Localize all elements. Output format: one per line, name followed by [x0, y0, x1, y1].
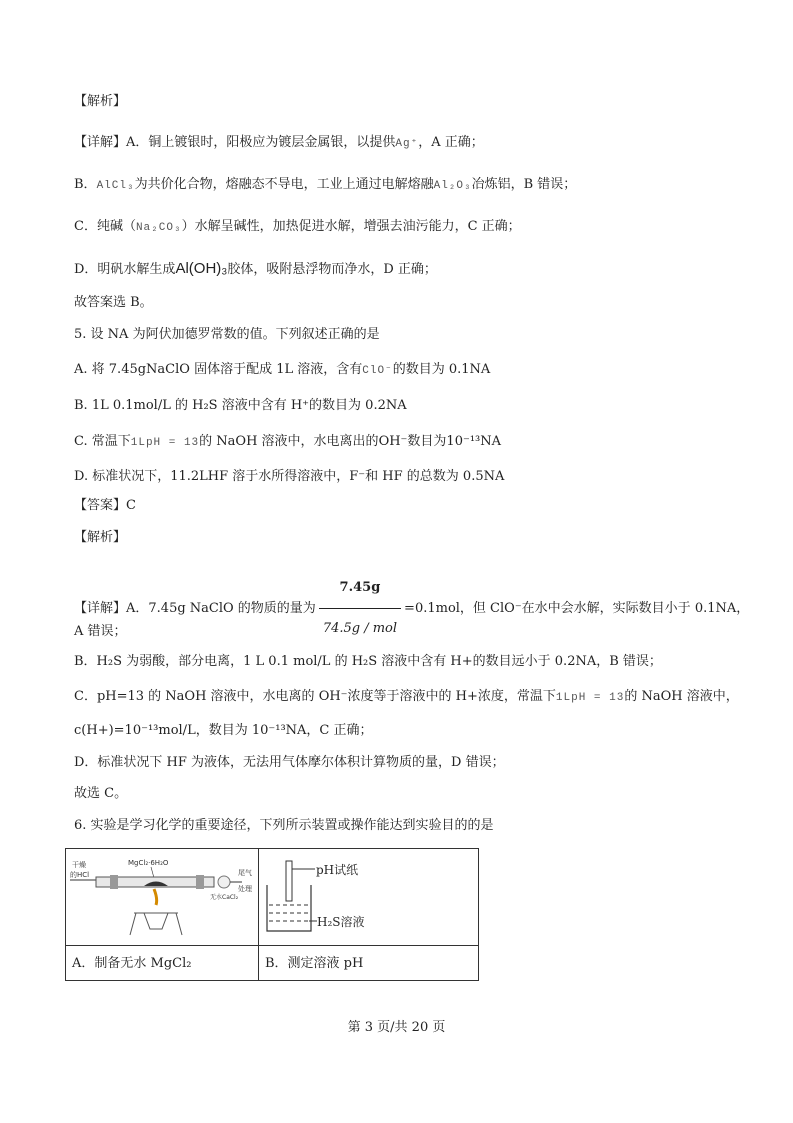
option-a-caption: A．制备无水 MgCl₂ — [66, 946, 259, 981]
q4-detail-c: C．纯碱（Na₂CO₃）水解呈碱性，加热促进水解，增强去油污能力，C 正确； — [74, 219, 521, 234]
svg-text:处理: 处理 — [238, 885, 252, 893]
svg-text:干燥: 干燥 — [72, 861, 86, 869]
formula-alcl3: AlCl₃ — [96, 180, 135, 192]
ph-test-diagram — [259, 849, 478, 941]
q4-detail-d: D．明矾水解生成Al(OH)₃胶体，吸附悬浮物而净水，D 正确； — [74, 260, 437, 277]
fraction: $\frac{7.45g}{\text{74.5g / mol}}$ — [319, 568, 401, 649]
q4-detail-b: B．AlCl₃为共价化合物，熔融态不导电，工业上通过电解熔融Al₂O₃冶炼铝，B 错误； — [74, 177, 577, 192]
q5-option-b: B. 1L 0.1mol/L 的 H₂S 溶液中含有 H⁺的数目为 0.2NA — [74, 398, 407, 413]
formula-1lph13-b: 1LpH = 13 — [555, 692, 625, 704]
formula-na2co3: Na₂CO₃ — [135, 222, 182, 234]
q5-option-d: D. 标准状况下，11.2LHF 溶于水所得溶液中，F⁻和 HF 的总数为 0.5NA — [74, 469, 505, 484]
svg-text:H₂S溶液: H₂S溶液 — [317, 915, 365, 929]
formula-ag: Ag⁺ — [395, 138, 419, 150]
q5-detail-b: B．H₂S 为弱酸，部分电离，1 L 0.1 mol/L 的 H₂S 溶液中含有 H+的数目远小于 0.2NA，B 错误； — [74, 654, 662, 669]
q6-apparatus-table — [65, 848, 479, 981]
analysis-heading: 【解析】 — [74, 94, 127, 109]
q5-detail-a: 【详解】A．7.45g NaClO 的物质的量为 $\frac{7.45g}{\text{74.5g / mol}}$ =0.1mol，但 ClO⁻在水中会水解，实际数目小于 0.1NA， — [74, 568, 749, 649]
q5-stem: 5. 设 NA 为阿伏加德罗常数的值。下列叙述正确的是 — [74, 327, 380, 342]
svg-text:无水CaCl₂: 无水CaCl₂ — [210, 894, 239, 901]
svg-text:尾气: 尾气 — [238, 869, 252, 877]
svg-text:pH试纸: pH试纸 — [316, 863, 359, 877]
q5-detail-d: D．标准状况下 HF 为液体，无法用气体摩尔体积计算物质的量，D 错误； — [74, 755, 505, 770]
q5-detail-c2: c(H+)=10⁻¹³mol/L，数目为 10⁻¹³NA，C 正确； — [74, 723, 373, 738]
figure-a-cell — [66, 849, 259, 946]
q5-analysis-heading: 【解析】 — [74, 530, 127, 545]
svg-text:的HCl: 的HCl — [70, 871, 90, 879]
q4-detail-a: 【详解】A．铜上镀银时，阳极应为镀层金属银，以提供Ag⁺，A 正确； — [74, 135, 484, 150]
option-b-caption: B．测定溶液 pH — [259, 946, 479, 981]
q4-answer: 故答案选 B。 — [74, 295, 153, 310]
formula-1lph13: 1LpH = 13 — [130, 437, 200, 449]
q5-option-a: A. 将 7.45gNaClO 固体溶于配成 1L 溶液，含有ClO⁻的数目为 0.1NA — [74, 362, 491, 377]
q6-stem: 6. 实验是学习化学的重要途径，下列所示装置或操作能达到实验目的的是 — [74, 818, 494, 833]
svg-text:MgCl₂·6H₂O: MgCl₂·6H₂O — [128, 859, 169, 867]
q5-option-c: C. 常温下1LpH = 13的 NaOH 溶液中，水电离出的OH⁻数目为10⁻¹³NA — [74, 434, 502, 449]
q5-answer: 【答案】C — [74, 498, 136, 513]
q5-detail-a2: A 错误； — [74, 624, 127, 639]
dehydration-apparatus-diagram — [66, 849, 258, 941]
page-footer: 第 3 页/共 20 页 — [347, 1020, 446, 1035]
formula-oh: OH⁻ — [378, 434, 408, 449]
formula-clo: ClO⁻ — [362, 365, 393, 377]
figure-b-cell — [259, 849, 479, 946]
formula-aloh3: Al(OH)₃ — [175, 260, 228, 277]
formula-al2o3: Al₂O₃ — [433, 180, 472, 192]
q5-final-answer: 故选 C。 — [74, 786, 128, 801]
q5-detail-c: C．pH=13 的 NaOH 溶液中，水电离的 OH⁻浓度等于溶液中的 H+浓度，常温下1LpH = 13的 NaOH 溶液中， — [74, 689, 739, 704]
